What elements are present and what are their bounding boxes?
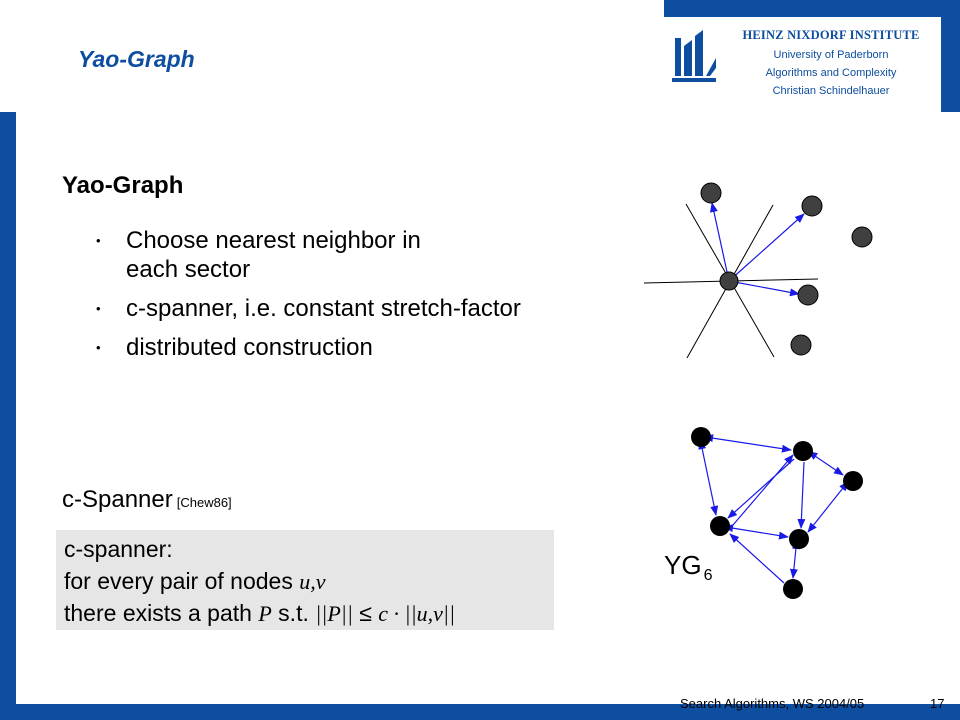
- graph-edge: [733, 455, 793, 525]
- bullet-text: c-spanner, i.e. constant stretch-factor: [126, 295, 521, 322]
- spanner-title: c-Spanner: [62, 486, 173, 513]
- yao-graph-nodes: [691, 427, 863, 599]
- leq-symbol: ≤: [352, 600, 379, 626]
- math-path: P: [258, 601, 272, 626]
- definition-text: s.t.: [271, 600, 316, 626]
- graph-node: [710, 516, 730, 536]
- math-bound: c · ||u,v||: [378, 601, 456, 626]
- graph-edge: [702, 448, 716, 515]
- institute-author: Christian Schindelhauer: [772, 85, 890, 97]
- institute-name: HEINZ NIXDORF INSTITUTE: [742, 28, 920, 42]
- footer-course: Search Algorithms, WS 2004/05: [680, 696, 865, 711]
- graph-node: [783, 579, 803, 599]
- bullet-text: distributed construction: [126, 334, 373, 361]
- graph-label: [664, 550, 712, 585]
- definition-text: for every pair of nodes: [64, 568, 300, 594]
- graph-edge: [815, 456, 843, 475]
- graph-edge: [730, 534, 784, 583]
- definition-text: there exists a path: [64, 600, 259, 626]
- graph-edge: [801, 462, 804, 528]
- graph-label-text: YG: [664, 550, 702, 580]
- graph-edge: [732, 528, 788, 537]
- graph-node: [691, 427, 711, 447]
- yao-graph-edges: [702, 438, 843, 583]
- slide-title: Yao-Graph: [78, 46, 195, 72]
- bullet-text-continued: each sector: [126, 256, 251, 283]
- graph-label-subscript: 6: [703, 567, 713, 584]
- graph-node: [789, 529, 809, 549]
- graph-edge: [728, 459, 794, 518]
- citation: [Chew86]: [176, 495, 232, 510]
- graph-edge: [712, 438, 791, 450]
- institute-university: University of Paderborn: [773, 49, 889, 61]
- institute-group: Algorithms and Complexity: [765, 67, 897, 79]
- section-heading: Yao-Graph: [62, 172, 184, 199]
- math-norm-p: ||P||: [315, 601, 353, 626]
- page-number: 17: [930, 696, 945, 711]
- graph-node: [793, 441, 813, 461]
- graph-edge: [793, 548, 796, 578]
- graph-node: [843, 471, 863, 491]
- graph-edge: [808, 488, 843, 532]
- definition-line: c-spanner:: [64, 536, 173, 562]
- bullet-text: Choose nearest neighbor in: [126, 227, 421, 254]
- math-uv: u,v: [299, 569, 326, 594]
